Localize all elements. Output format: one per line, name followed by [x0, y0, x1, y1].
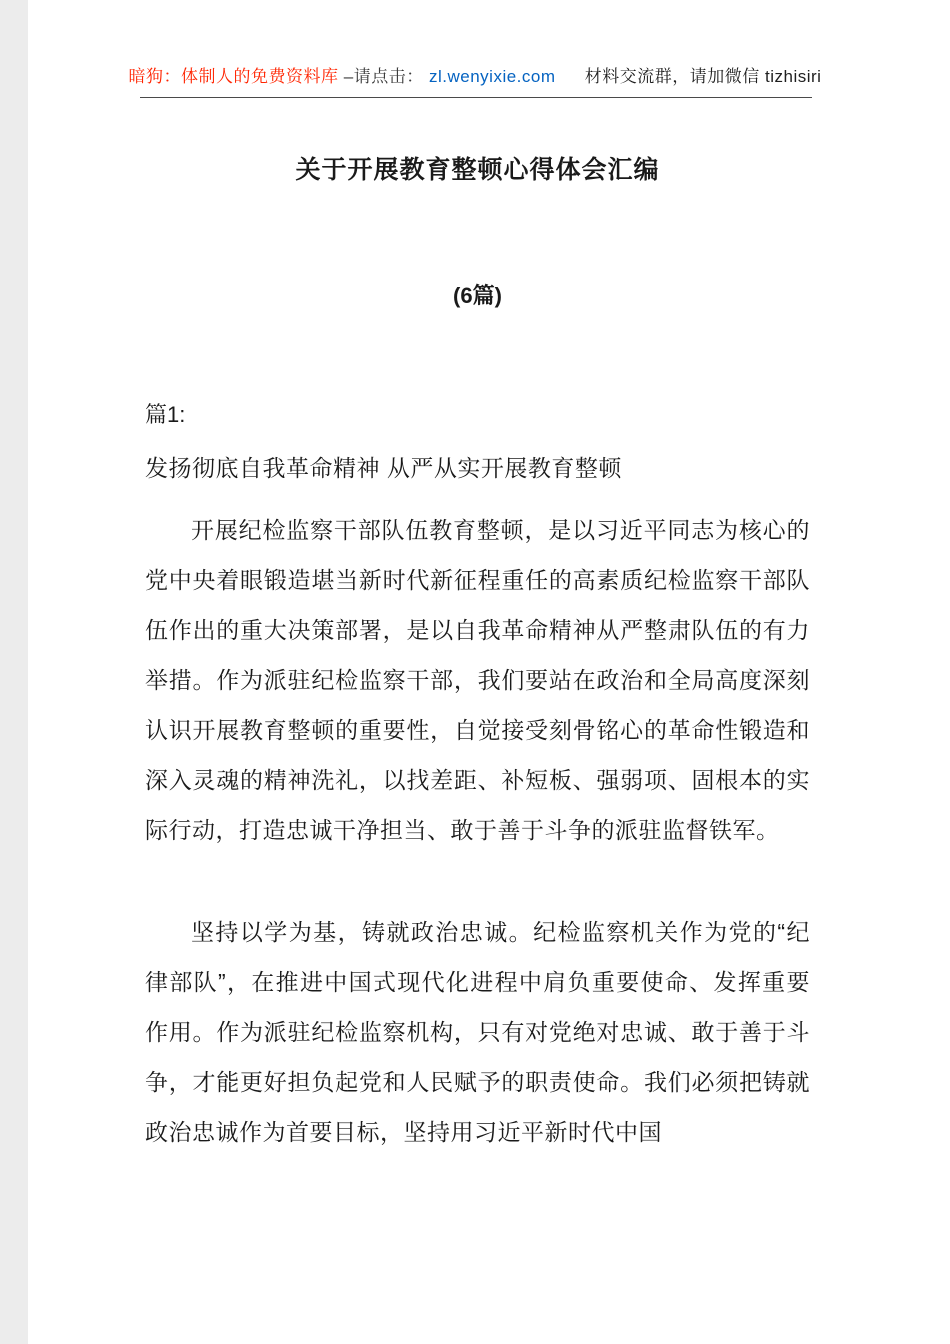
paragraph-2: 坚持以学为基，铸就政治忠诚。纪检监察机关作为党的“纪律部队”，在推进中国式现代化进程中肩负重要使命、发挥重要作用。作为派驻纪检监察机构，只有对党绝对忠诚、敢于善于斗争，才能更好担负起党和人民赋予的职责使命。我们必须把铸就政治忠诚作为首要目标，坚持用习近平新时代中国: [145, 919, 810, 1145]
header-divider: [140, 97, 812, 98]
promo-brand-text: 暗狗：体制人的免费资料库: [128, 67, 339, 86]
section-label: 篇1:: [145, 402, 186, 427]
document-count: (6篇): [453, 283, 502, 308]
promo-link[interactable]: zl.wenyixie.com: [428, 67, 556, 86]
paragraph-1: 开展纪检监察干部队伍教育整顿，是以习近平同志为核心的党中央着眼锻造堪当新时代新征程重任的高素质纪检监察干部队伍作出的重大决策部署，是以自我革命精神从严整肃队伍的有力举措。作为派驻纪检监察干部，我们要站在政治和全局高度深刻认识开展教育整顿的重要性，自觉接受刻骨铭心的革命性锻造和深入灵魂的精神洗礼，以找差距、补短板、强弱项、固根本的实际行动，打造忠诚干净担当、敢于善于斗争的派驻监督铁军。: [145, 517, 810, 843]
promo-header: [0, 0, 950, 87]
promo-click-hint: –请点击：: [343, 67, 424, 86]
page-edge-strip: [0, 0, 28, 1344]
document-body: [0, 154, 950, 1157]
document-title: 关于开展教育整顿心得体会汇编: [295, 156, 660, 184]
section-heading: 发扬彻底自我革命精神 从严从实开展教育整顿: [145, 455, 622, 481]
promo-wechat-note: 材料交流群，请加微信 tizhisiri: [584, 67, 822, 86]
